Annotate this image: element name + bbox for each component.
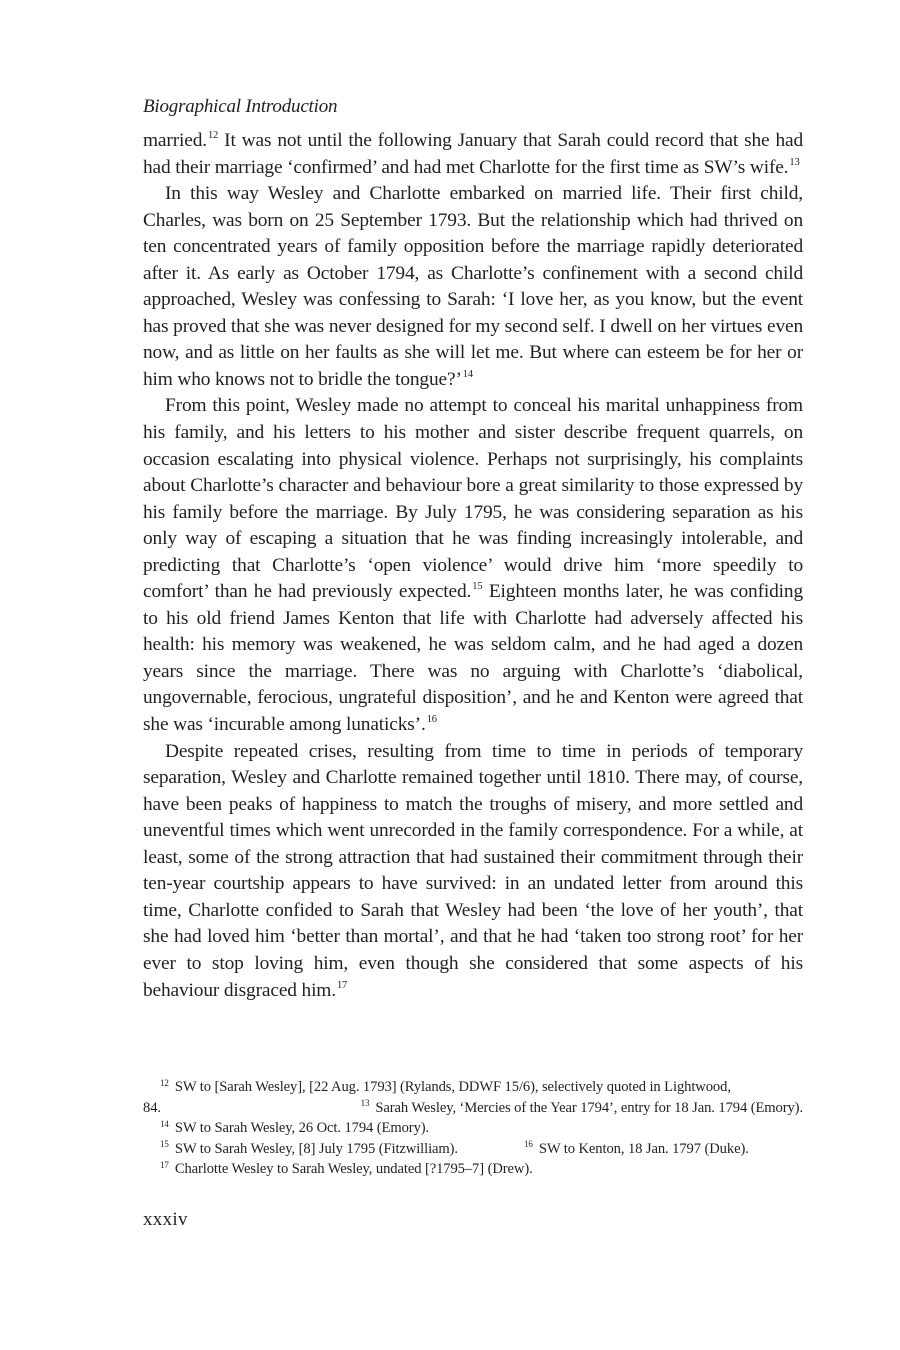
paragraph: In this way Wesley and Charlotte embarked on married life. Their first child, Charles, was born on 25 September 1793. But the relationship which had thrived on ten concentrated years of family opposition before the marriage rapidly deteriorated after it. As early as October 1794, as Charlotte’s confinement with a second child approached, Wesley was confessing to Sarah: ‘I love her, as you know, but the event has proved that she was never designed for my second self. I dwell on her virtues even now, and as little on her faults as she will let me. But where can esteem be for her or him who knows not to bridle the tongue?’$^{14}$	[143, 183, 803, 390]
footnote-continuation: 84.	[143, 1099, 161, 1116]
footnote-16	[524, 1139, 749, 1160]
footnote-13	[361, 1098, 803, 1119]
footnote-17	[143, 1159, 803, 1180]
footnote-number: 14	[160, 1118, 169, 1129]
footnote-number: 17	[160, 1159, 169, 1170]
footnote-text: SW to Kenton, 18 Jan. 1797 (Duke).	[538, 1140, 749, 1157]
footnote-number: 12	[160, 1077, 169, 1088]
footnote-number: 15	[160, 1139, 169, 1150]
running-head: Biographical Introduction	[143, 96, 338, 117]
paragraph: From this point, Wesley made no attempt to conceal his marital unhappiness from his family, and his letters to his mother and sister describe frequent quarrels, on occasion escalating into physical violence. Perhaps not surprisingly, his complaints about Charlotte’s character and behaviour bore a great similarity to those expressed by his family before the marriage. By July 1795, he was considering separation as his only way of escaping a situation that he was finding increasingly intolerable, and predicting that Charlotte’s ‘open violence’ would drive him ‘more speedily to comfort’ than he had previously expected.$^{15}$ Eighteen months later, he was confiding to his old friend James Kenton that life with Charlotte had adversely affected his health: his memory was weakened, he was seldom calm, and he had aged a dozen years since the marriage. There was no arguing with Charlotte’s ‘diabolical, ungovernable, ferocious, ungrateful disposition’, and he and Kenton were agreed that she was ‘incurable among lunaticks’.$^{16}$	[143, 395, 803, 736]
page-number: xxxiv	[143, 1209, 188, 1230]
footnote-text: SW to [Sarah Wesley], [22 Aug. 1793] (Rylands, DDWF 15/6), selectively quoted in Lightwood,	[174, 1079, 731, 1095]
footnote-reference[interactable]: 16	[426, 714, 437, 726]
footnote-reference[interactable]: 14	[462, 369, 473, 381]
footnote-reference[interactable]: 13	[789, 156, 800, 168]
footnote-reference[interactable]: 12	[207, 130, 219, 142]
paragraph: married.$^{12}$ It was not until the following January that Sarah could record that she had had their marriage ‘confirmed’ and had met Charlotte for the first time as SW’s wife.$^{13}$	[143, 130, 803, 178]
footnote-12-continuation-and-13	[143, 1098, 803, 1119]
footnote-number: 16	[524, 1139, 533, 1150]
footnote-text: Sarah Wesley, ‘Mercies of the Year 1794’, entry for 18 Jan. 1794 (Emory).	[375, 1099, 803, 1116]
footnote-reference[interactable]: 15	[472, 581, 483, 593]
footnote-12	[143, 1077, 803, 1098]
footnote-reference[interactable]: 17	[336, 979, 348, 991]
footnote-text: Charlotte Wesley to Sarah Wesley, undated [?1795–7] (Drew).	[174, 1161, 533, 1177]
body-text	[143, 128, 803, 1004]
footnote-text: SW to Sarah Wesley, 26 Oct. 1794 (Emory).	[174, 1120, 430, 1136]
footnote-text: SW to Sarah Wesley, [8] July 1795 (Fitzwilliam).	[174, 1140, 458, 1157]
footnote-15-and-16	[143, 1139, 803, 1160]
paragraph: Despite repeated crises, resulting from time to time in periods of temporary separation, Wesley and Charlotte remained together until 1810. There may, of course, have been peaks of happiness to match the troughs of misery, and more settled and uneventful times which went unrecorded in the family correspondence. For a while, at least, some of the strong attraction that had sustained their commitment through their ten-year courtship appears to have survived: in an undated letter from around this time, Charlotte confided to Sarah that Wesley had been ‘the love of her youth’, that she had loved him ‘better than mortal’, and that he had ‘taken too strong root’ for her ever to stop loving him, even though she considered that some aspects of his behaviour disgraced him.$^{17}$	[143, 740, 803, 1001]
footnotes	[143, 1077, 803, 1180]
footnote-number: 13	[360, 1098, 370, 1109]
footnote-14	[143, 1118, 803, 1139]
